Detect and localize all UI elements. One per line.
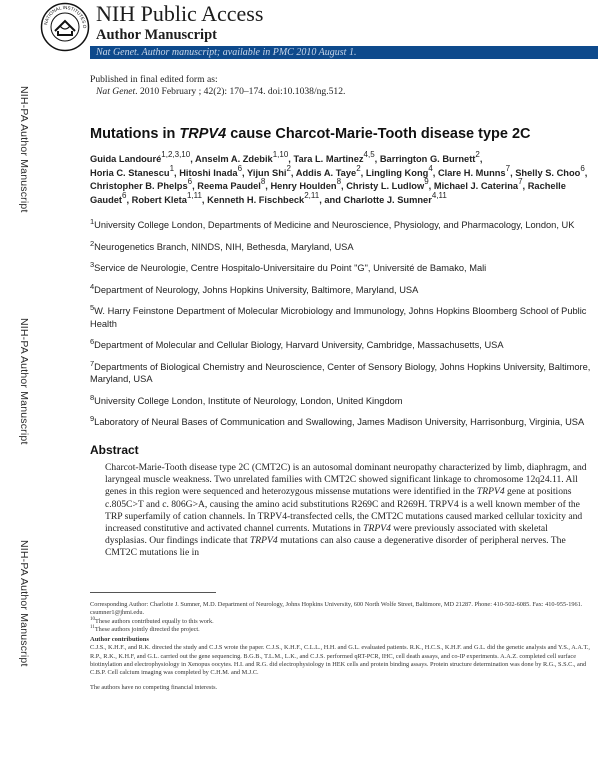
citation-line: [96, 86, 345, 97]
affiliation-item: $^7$Departments of Biological Chemistry and Neuroscience, Center of Sensory Biology, Johns Hopkins University, Baltimore, Maryland, USA: [90, 358, 591, 384]
author: Shelly S. Choo: [515, 167, 581, 178]
author: Anselm A. Zdebik: [195, 154, 273, 164]
citation-journal: Nat Genet: [96, 86, 136, 97]
author: Horia C. Stanescu: [90, 167, 170, 178]
author: Rachelle Gaudet: [90, 181, 566, 205]
author: Addis A. Taye: [295, 167, 357, 178]
author: Charlotte J. Sumner: [343, 194, 432, 205]
availability-text: . Author manuscript; available in PMC 2010 August 1.: [136, 47, 357, 58]
abstract-heading: Abstract: [90, 443, 139, 457]
affiliation-item: $^9$Laboratory of Neural Bases of Communication and Swallowing, James Madison University, Harrisonburg, Virginia, USA: [90, 414, 585, 427]
abstract-body: Charcot-Marie-Tooth disease type 2C (CMT2C) is an autosomal dominant neuropathy characterized by limb, diaphragm, and laryngeal muscle weakness. Two unrelated families with CMT2C showed significant linkage to chromosome 12q24.11. All genes in this region were sequenced and heterozygous missense mutations were identified in the TRPV4 gene at positions c.805C>T and c. 806G>A, causing the amino acid substitutions R269C and R269H. TRPV4 is a well known member of the TRP superfamily of cation channels. In TRPV4-transfected cells, the CMT2C mutations caused marked cellular toxicity and increased constitutive and activated channel currents. Mutations in TRPV4 were previously associated with skeletal dysplasias. Our findings indicate that TRPV4 mutations can also cause a degenerative disorder of peripheral nerves. The CMT2C mutations lie in: [105, 462, 587, 559]
author: Lingling Kong: [365, 167, 429, 178]
title-gene: TRPV4: [179, 126, 227, 142]
citation-details: . 2010 February ; 42(2): 170–174. doi:10.1038/ng.512.: [135, 86, 346, 97]
affiliation-item: $^3$Service de Neurologie, Centre Hospitalo-Universitaire du Point "G", Université de Bamako, Mali: [90, 260, 487, 273]
affiliation-item: $^1$University College London, Departments of Medicine and Neuroscience, Physiology, and Pharmacology, London, UK: [90, 217, 575, 230]
article-title: Mutations in TRPV4 cause Charcot-Marie-Tooth disease type 2C: [90, 126, 531, 142]
author: Tara L. Martinez: [293, 154, 364, 164]
footnotes: [90, 601, 600, 692]
author-manuscript-label: Author Manuscript: [96, 27, 217, 43]
published-in-label: Published in final edited form as:: [90, 74, 218, 85]
author: Robert Kleta: [131, 194, 187, 205]
author: Michael J. Caterina: [433, 181, 519, 192]
author: Clare H. Munns: [437, 167, 506, 178]
left-margin-banner: [0, 0, 38, 776]
affiliation-item: $^8$University College London, Institute of Neurology, London, United Kingdom: [90, 392, 403, 406]
author: Henry Houlden: [270, 181, 337, 192]
availability-line: [96, 47, 356, 59]
affiliation-item: $^6$Department of Molecular and Cellular Biology, Harvard University, Cambridge, Massachusetts, USA: [90, 337, 504, 350]
footnote-10: $^{10}$These authors contributed equally to this work.: [90, 616, 214, 625]
affiliations: [90, 219, 600, 438]
competing-interests: The authors have no competing financial interests.: [90, 683, 218, 691]
footnote-11: $^{11}$These authors jointly directed the project.: [90, 624, 200, 633]
affiliation-item: $^4$Department of Neurology, Johns Hopkins University, Baltimore, Maryland, USA: [90, 281, 419, 295]
author: Barrington G. Burnett: [379, 154, 476, 164]
contributions-heading: Author contributions: [90, 636, 149, 644]
author: Christy L. Ludlow: [346, 181, 425, 192]
contributions-text: C.J.S., K.H.F., and R.K. directed the study and C.J.S wrote the paper. C.J.S., K.H.F., C.L.L., H.H. and G.L. evaluated patients. R.K., H.C.S., K.H.F. and G.L. did the genetic analysis and Y.S., A.A.T., R.P., R.K., K.H.F, and G.L. carried out the gene sequencing. B.G.B., T.L.M., L.K., and C.J.S. performed qRT-PCR, IHC, cell death assays, and co-IP experiments. A.A.Z. completed cell surface biotinylation and electrophysiology in Xenopus oocytes. H.I. and R.G. did electrophysiology in HEK cells and protein binding assays. Protein structure determination was done by R.G., S.S.C., and C.B.P. Cell calcium imaging was completed by C.H.M. and M.J.C.: [90, 644, 590, 677]
author: Christopher B. Phelps: [90, 181, 188, 192]
affiliation-item: $^2$Neurogenetics Branch, NINDS, NIH, Bethesda, Maryland, USA: [90, 238, 354, 252]
seal-text: NATIONAL INSTITUTES O: [43, 4, 88, 29]
author: Hitoshi Inada: [179, 167, 238, 178]
availability-journal: Nat Genet: [96, 47, 137, 58]
author: Guida Landouré: [90, 154, 162, 164]
author-list: Guida Landouré$^{1,2,3,10}$, Anselm A. Zdebik$^{1,10}$, Tara L. Martinez$^{4,5}$, Barrington G. Burnett$^2$, Horia C. Stanescu$^1$, Hitoshi Inada$^6$, Yijun Shi$^2$, Addis A. Taye$^2$, Lingling Kong$^4$, Clare H. Munns$^7$, Shelly S. Choo$^6$, Christopher B. Phelps$^6$, Reema Paudel$^8$, Henry Houlden$^8$, Christy L. Ludlow$^9$, Michael J. Caterina$^7$, Rachelle Gaudet$^6$, Robert Kleta$^{1,11}$, Kenneth H. Fischbeck$^{2,11}$, and Charlotte J. Sumner$^{4,11}$: [90, 150, 588, 205]
nih-seal-logo: [40, 2, 90, 52]
side-label-middle: NIH-PA Author Manuscript: [18, 318, 30, 445]
side-label-bottom: NIH-PA Author Manuscript: [18, 540, 30, 667]
side-label-top: NIH-PA Author Manuscript: [18, 86, 30, 213]
author: Yijun Shi: [247, 167, 287, 178]
footnote-divider: [90, 592, 216, 593]
corresponding-author: Corresponding Author: Charlotte J. Sumner, M.D. Department of Neurology, Johns Hopkins University, 600 North Wolfe Street, Baltimore, MD 21287. Phone: 410-502-6085. Fax: 410-955-1961. csumner1@jhmi.edu.: [90, 601, 583, 617]
affiliation-item: $^5$W. Harry Feinstone Department of Molecular Microbiology and Immunology, Johns Hopkins Bloomberg School of Public Health: [90, 303, 587, 329]
nih-public-access-title: NIH Public Access: [96, 1, 264, 26]
author: Kenneth H. Fischbeck: [207, 194, 305, 205]
author: Reema Paudel: [197, 181, 261, 192]
